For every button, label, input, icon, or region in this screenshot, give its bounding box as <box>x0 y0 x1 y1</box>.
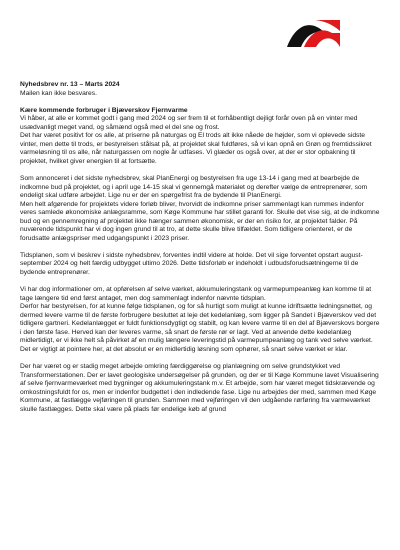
no-reply-notice: Mailen kan ikke besvares. <box>20 89 97 97</box>
paragraph-boiler: Vi har dog informationer om, at opførelsen af selve værket, akkumuleringstank og varmepumpeanlæg kan komme til at tage længere tid end først antaget, men dog sammenlagt indenfor nævnte tidsplan. Derfor har bestyrelsen, for at kunne følge tidsplanen, og for så hurtigt som muligt at kunne idriftsætte ledningsnettet, og dermed levere varme til de første forbrugere besluttet at leje det kedelanlæg, som ligger på Sandet i Bjæverskov ved det tidligere gartneri. Kedelanlægget er fuldt funktionsdygtigt og stabilt, og kan levere varme til en del af Bjæverskovs borgere i den første fase. Herved kan der leveres varme, så snart de første rør er lagt. Ved at anvende dette kedelanlæg midlertidigt, er vi ikke helt så påvirket af en mulig længere leveringstid på varmepumpeanlæg og tank ved selve værket. Det er vigtigt at pointere her, at det absolut er en midlertidig løsning som ophører, så snart selve værket er klar. <box>20 286 380 353</box>
paragraph-timeline: Tidsplanen, som vi beskrev i sidste nyhedsbrev, forventes indtil videre at holde. Det vil sige forventet opstart august-september 2024 og helt færdig udbygget ultimo 2026. Dette tidsforløb er indeholdt i udbudsforudsætningerne til de bydende entreprenører. <box>20 251 363 277</box>
paragraph-intro: Vi håber, at alle er kommet godt i gang med 2024 og ser frem til et forhåbentligt dejligt forår oven på en vinter med usædvanligt meget vand, og såmænd også med el del sne og frost. Det har været positivt for os alle, at priserne på naturgas og El trods alt ikke nåede de højder, som vi oplevede sidste vinter, men dette til trods, er bestyrelsen stålsat på, at projektet skal fuldføres, så vi kan opnå en Grøn og fremtidssikret varmeløsning til os alle, når naturgassen om nogle år udfases. Vi glæder os også over, at der er stor opbakning til projektet, hvilket giver energien til at fortsætte. <box>20 115 372 165</box>
bjaeverskov-fjernvarme-logo <box>286 18 342 48</box>
paragraph-site: Der har været og er stadig meget arbejde omkring færdiggørelse og planlægning om selve grundstykket ved Transformerstationen. Der er lavet geologiske undersøgelser på grunden, og der er til Køge Kommune lavet Visualisering af selve fjernvarmeværket med bygninger og akkumuleringstank m.v. Et arbejde, som har været meget tidskrævende og omkostningsfuldt for os, men er indenfor budgettet i den indledende fase. Lige nu arbejdes der med, sammen med Køge Kommune, at fastlægge vejføringen til grunden. Sammen med vejføringen vil den udgående rørføring fra varmeværket skulle fastlægges. Dette skal være på plads før endelige køb af grund <box>20 363 379 413</box>
newsletter-body <box>20 81 380 414</box>
newsletter-title: Nyhedsbrev nr. 13 – Marts 2024 <box>20 81 120 88</box>
paragraph-bids: Som annonceret i det sidste nyhedsbrev, skal PlanEnergi og bestyrelsen fra uge 13-14 i gang med at bearbejde de indkomne bud på projektet, og i april uge 14-15 skal vi gennemgå materialet og derefter vælge de entreprenører, som endeligt skal udføre arbejdet. Lige nu er der en spørgefrist fra de bydende til PlanEnergi. Men helt afgørende for projektets videre forløb bliver, hvorvidt de indkomne priser sammenlagt kan rummes indenfor veres samlede økonomiske anlægsramme, som Køge Kommune har stillet garanti for. Skulle det vise sig, at de indkomne bud og en gennemregning af projektet ikke hænger sammen økonomisk, er der en risiko for, at projektet falder. På nuværende tidspunkt har vi dog ingen grund til at tro, at dette skulle blive tilfældet. Som tidligere orienteret, er de forudsatte anlægspriser med udgangspunkt i 2023 priser. <box>20 175 380 242</box>
greeting: Kære kommende forbruger i Bjæverskov Fjernvarme <box>20 106 188 114</box>
